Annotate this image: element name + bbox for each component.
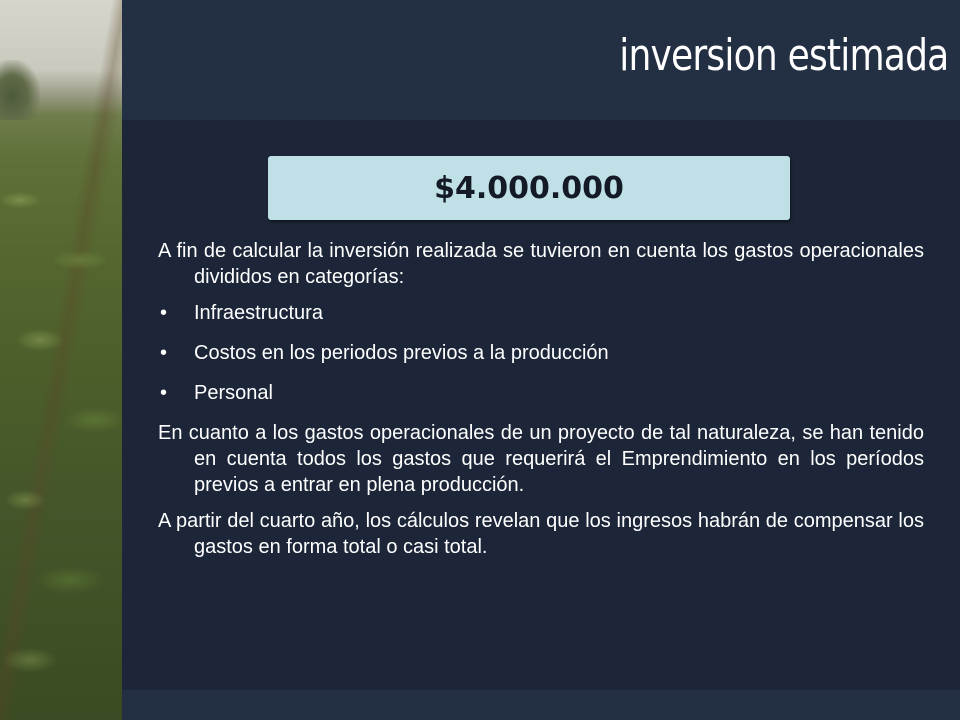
bullet-text: Infraestructura: [194, 302, 323, 324]
bullet-marker: •: [160, 302, 168, 324]
operational-costs-paragraph: En cuanto a los gastos operacionales de un proyecto de tal naturaleza, se han tenido en cuenta todos los gastos que requerirá el Emprendimiento en los períodos previos a entrar en plena producción.: [158, 422, 924, 496]
field-photo: [0, 0, 122, 720]
title-bar: [122, 0, 960, 120]
revenue-paragraph: A partir del cuarto año, los cálculos revelan que los ingresos habrán de compensar los gastos en forma total o casi total.: [158, 510, 924, 558]
slide-body: [158, 238, 924, 570]
investment-amount-box: [268, 156, 790, 220]
bullet-item: [158, 380, 924, 406]
bullet-item: [158, 300, 924, 326]
investment-amount: $4.000.000: [434, 170, 624, 206]
bullet-text: Costos en los periodos previos a la producción: [194, 342, 609, 364]
bottom-bar: [122, 690, 960, 720]
intro-paragraph: A fin de calcular la inversión realizada se tuvieron en cuenta los gastos operacionales divididos en categorías:: [158, 240, 924, 288]
bullet-marker: •: [160, 382, 168, 404]
tree-silhouette: [0, 60, 40, 120]
bullet-marker: •: [160, 342, 168, 364]
bullet-item: [158, 340, 924, 366]
slide-title: inversion estimada: [618, 30, 948, 81]
bullet-text: Personal: [194, 382, 273, 404]
